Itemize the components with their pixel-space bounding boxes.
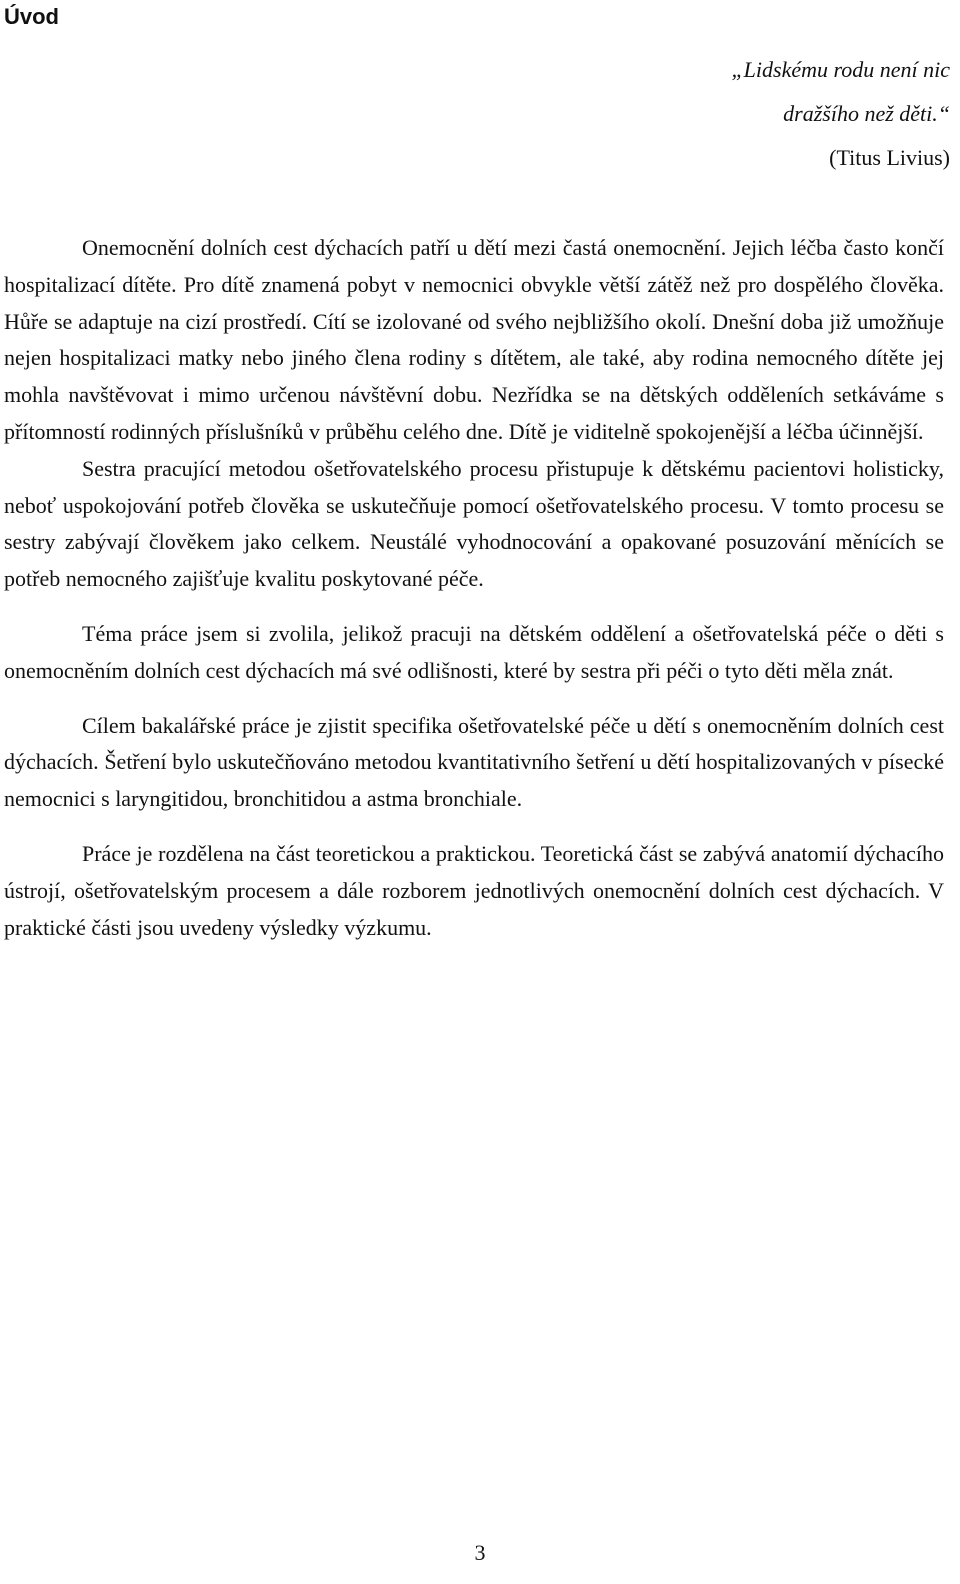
paragraph-2: Sestra pracující metodou ošetřovatelského procesu přistupuje k dětskému pacientovi holisticky, neboť uspokojování potřeb člověka se uskutečňuje pomocí ošetřovatelského procesu. V tomto procesu se sestry zabývají člověkem jako celkem. Neustálé vyhodnocování a opakované posuzování měnících se potřeb nemocného zajišťuje kvalitu poskytované péče. <box>4 455 944 592</box>
page-number: 3 <box>474 1540 486 1565</box>
paragraph-1: Onemocnění dolních cest dýchacích patří u dětí mezi častá onemocnění. Jejich léčba často končí hospitalizací dítěte. Pro dítě znamená pobyt v nemocnici obvykle větší zátěž než pro dospělého člověka. Hůře se adaptuje na cizí prostředí. Cítí se izolované od svého nejbližšího okolí. Dnešní doba již umožňuje nejen hospitalizaci matky nebo jiného člena rodiny s dítětem, ale také, aby rodina nemocného dítěte jej mohla navštěvovat i mimo určenou návštěvní dobu. Nezřídka se na dětských odděleních setkáváme s přítomností rodinných příslušníků v průběhu celého dne. Dítě je viditelně spokojenější a léčba účinnější. <box>4 235 944 444</box>
epigraph-line-1: „Lidskému rodu není nic <box>731 57 950 82</box>
page-title: Úvod <box>4 4 59 29</box>
paragraph-5: Práce je rozdělena na část teoretickou a praktickou. Teoretická část se zabývá anatomií dýchacího ústrojí, ošetřovatelským procesem a dále rozborem jednotlivých onemocnění dolních cest dýchacích. V praktické části jsou uvedeny výsledky výzkumu. <box>4 840 944 940</box>
epigraph-line-2: dražšího než děti.“ <box>783 101 950 126</box>
paragraph-3: Téma práce jsem si zvolila, jelikož pracuji na dětském oddělení a ošetřovatelská péče o děti s onemocněním dolních cest dýchacích má své odlišnosti, které by sestra při péči o tyto děti měla znát. <box>4 620 944 683</box>
paragraph-4: Cílem bakalářské práce je zjistit specifika ošetřovatelské péče u dětí s onemocněním dolních cest dýchacích. Šetření bylo uskutečňováno metodou kvantitativního šetření u dětí hospitalizovaných v písecké nemocnici s laryngitidou, bronchitidou a astma bronchiale. <box>4 712 944 812</box>
epigraph <box>550 48 950 180</box>
body-text <box>4 230 944 946</box>
epigraph-author: (Titus Livius) <box>829 145 950 170</box>
